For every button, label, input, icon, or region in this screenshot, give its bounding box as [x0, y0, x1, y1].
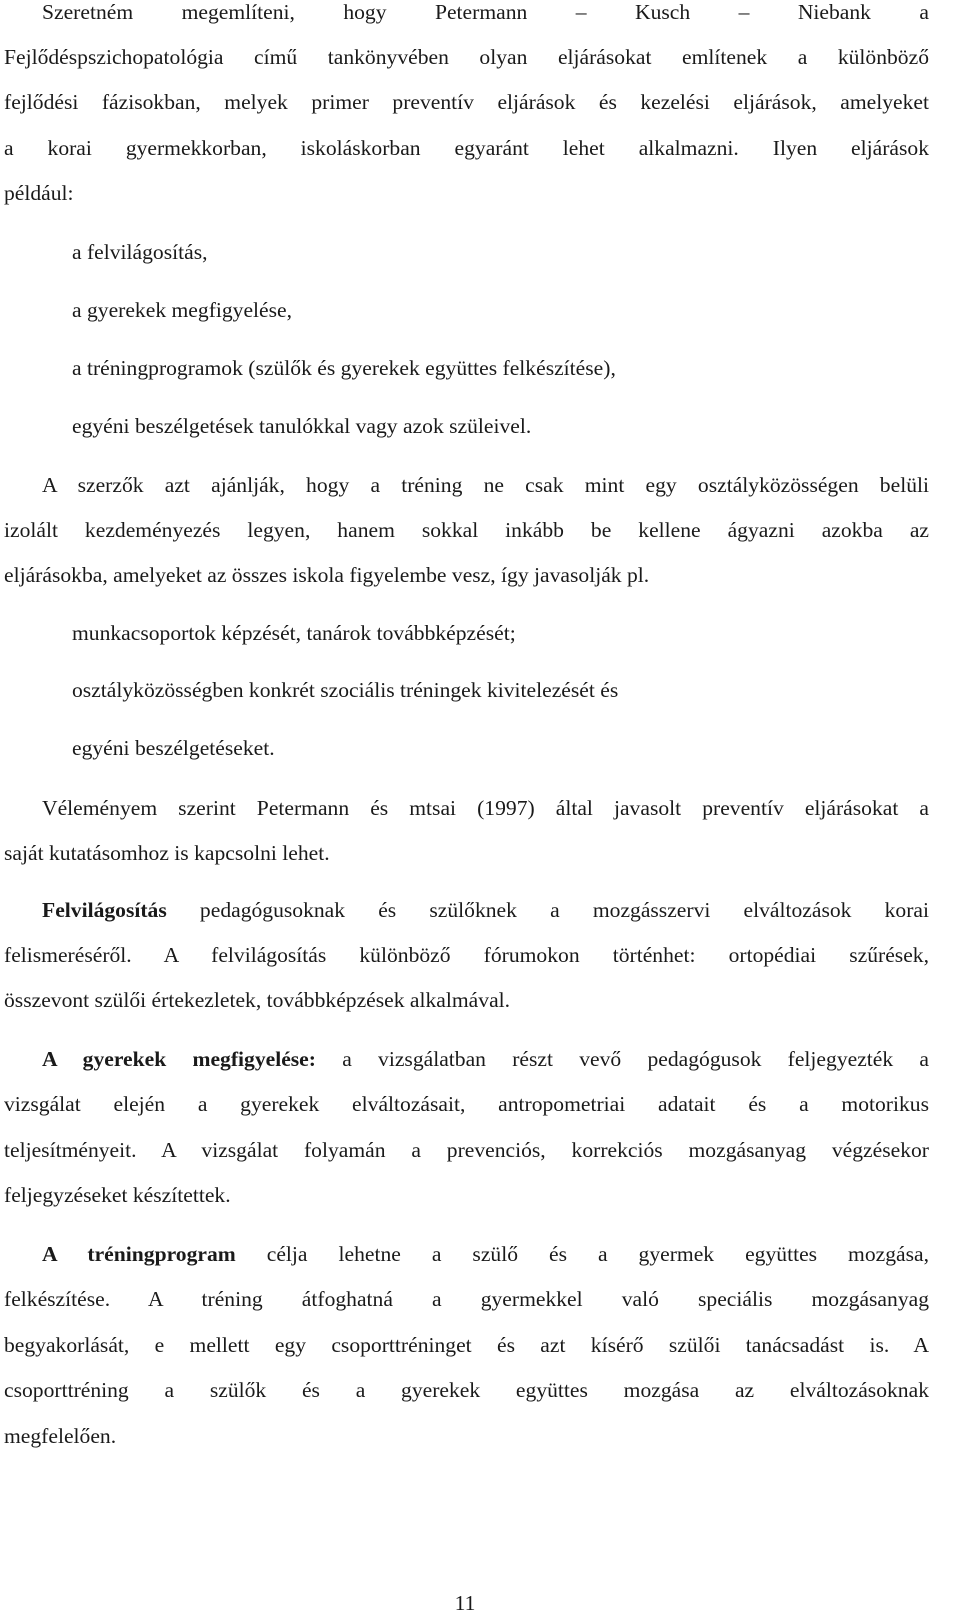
paragraph-4-line-2: felismeréséről. A felvilágosítás különböző fórumokon történhet: ortopédiai szűrések,	[4, 943, 929, 967]
paragraph-5-line-3: teljesítményeit. A vizsgálat folyamán a prevenciós, korrekciós mozgásanyag végzésekor	[4, 1138, 929, 1162]
paragraph-1-line-1: Szeretném megemlíteni, hogy Petermann – Kusch – Niebank a	[42, 0, 929, 24]
paragraph-2-line-3: eljárásokba, amelyeket az összes iskola figyelembe vesz, így javasolják pl.	[4, 563, 650, 587]
list-item-egyeni-beszelgetesek: egyéni beszélgetések tanulókkal vagy azok szüleivel.	[72, 414, 532, 438]
paragraph-6-line-2: felkészítése. A tréning átfoghatná a gyermekkel való speciális mozgásanyag	[4, 1287, 929, 1311]
paragraph-5-line-4: feljegyzéseket készítettek.	[4, 1183, 231, 1207]
paragraph-1-line-4: a korai gyermekkorban, iskoláskorban egyaránt lehet alkalmazni. Ilyen eljárások	[4, 136, 929, 160]
list-item-egyeni-beszelgeteseket: egyéni beszélgetéseket.	[72, 736, 275, 760]
paragraph-4-line-1-rest: pedagógusoknak és szülőknek a mozgásszervi elváltozások korai	[166, 898, 929, 922]
list-item-felvilagositas: a felvilágosítás,	[72, 240, 208, 264]
list-item-megfigyeles: a gyerekek megfigyelése,	[72, 298, 293, 322]
paragraph-6-bold-term: A tréningprogram	[42, 1242, 236, 1266]
paragraph-6-line-1	[42, 1231, 929, 1277]
paragraph-4-line-1	[42, 887, 929, 933]
paragraph-5-line-1	[42, 1036, 929, 1082]
paragraph-2-line-1: A szerzők azt ajánlják, hogy a tréning ne csak mint egy osztályközösségen belüli	[42, 473, 929, 497]
paragraph-1-line-2: Fejlődéspszichopatológia című tankönyvében olyan eljárásokat említenek a különböző	[4, 45, 929, 69]
paragraph-5-bold-term: A gyerekek megfigyelése:	[42, 1047, 316, 1071]
paragraph-5-line-2: vizsgálat elején a gyerekek elváltozásait, antropometriai adatait és a motorikus	[4, 1092, 929, 1116]
paragraph-4-line-3: összevont szülői értekezletek, továbbképzések alkalmával.	[4, 988, 511, 1012]
paragraph-4-bold-term: Felvilágosítás	[42, 898, 167, 922]
paragraph-3-line-2: saját kutatásomhoz is kapcsolni lehet.	[4, 841, 330, 865]
list-item-munkacsoportok: munkacsoportok képzését, tanárok továbbképzését;	[72, 621, 516, 645]
paragraph-1-line-3: fejlődési fázisokban, melyek primer preventív eljárások és kezelési eljárások, amelyeket	[4, 90, 929, 114]
list-item-treningprogramok: a tréningprogramok (szülők és gyerekek együttes felkészítése),	[72, 356, 616, 380]
paragraph-6-line-1-rest: célja lehetne a szülő és a gyermek együttes mozgása,	[235, 1242, 929, 1266]
paragraph-3-line-1: Véleményem szerint Petermann és mtsai (1997) által javasolt preventív eljárásokat a	[42, 796, 929, 820]
paragraph-6-line-3: begyakorlását, e mellett egy csoporttréninget és azt kísérő szülői tanácsadást is. A	[4, 1333, 929, 1357]
list-item-osztalykozossegben: osztályközösségben konkrét szociális tréningek kivitelezését és	[72, 678, 619, 702]
paragraph-5-line-1-rest: a vizsgálatban részt vevő pedagógusok feljegyezték a	[315, 1047, 929, 1071]
paragraph-1-line-5: például:	[4, 181, 74, 205]
paragraph-2-line-2: izolált kezdeményezés legyen, hanem sokkal inkább be kellene ágyazni azokba az	[4, 518, 929, 542]
page-number: 11	[454, 1591, 476, 1615]
paragraph-6-line-5: megfelelően.	[4, 1424, 117, 1448]
paragraph-6-line-4: csoporttréning a szülők és a gyerekek együttes mozgása az elváltozásoknak	[4, 1378, 929, 1402]
